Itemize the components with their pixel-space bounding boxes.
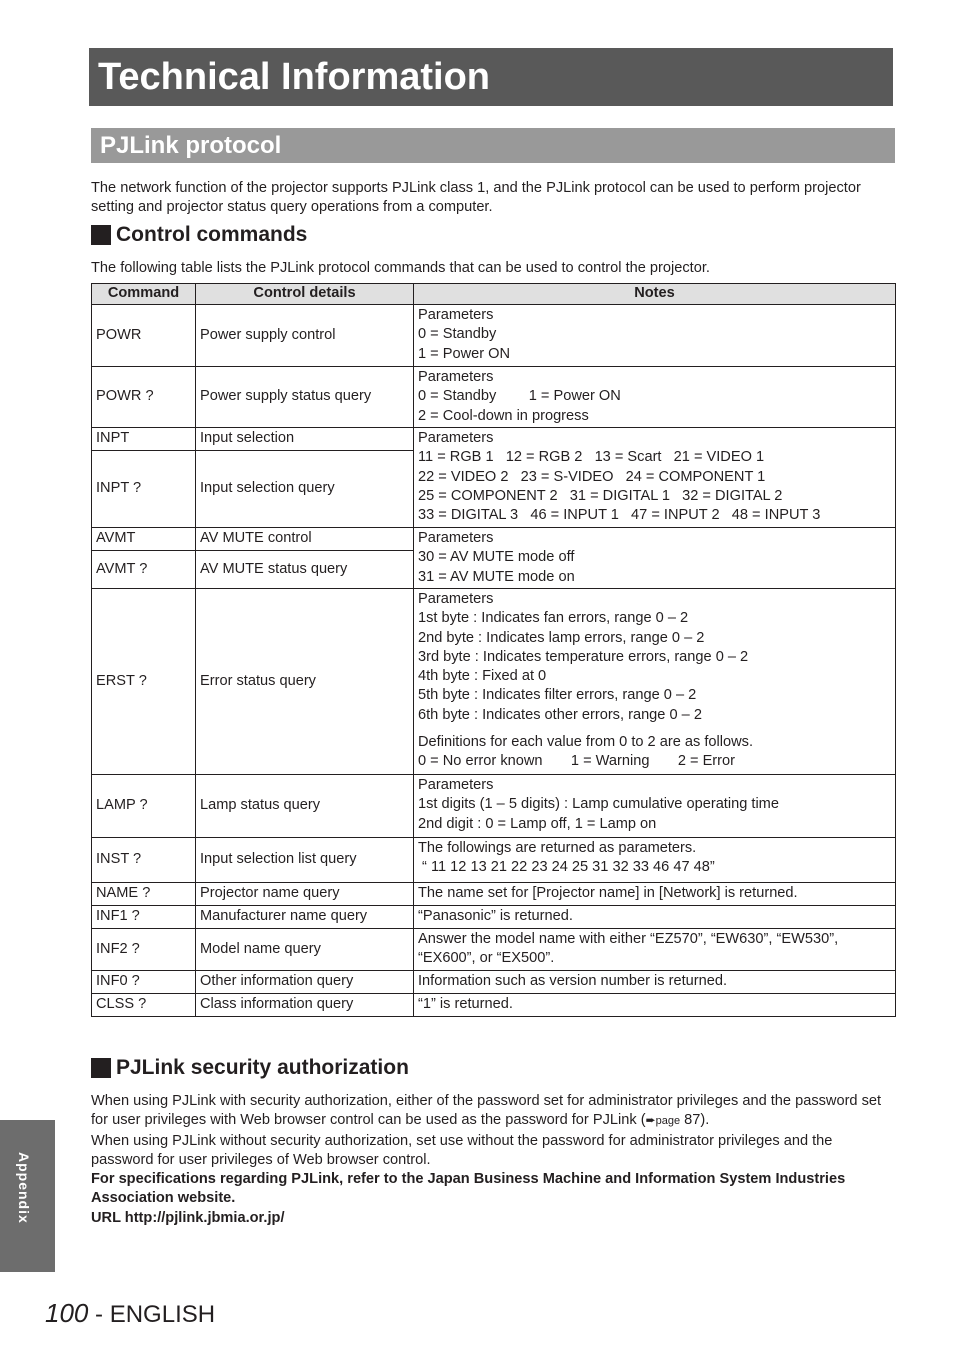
- notes-line: Parameters: [418, 591, 494, 607]
- command-cell: INF1 ?: [92, 906, 196, 929]
- table-row: [92, 929, 896, 971]
- control-details-cell: Power supply status query: [196, 367, 414, 428]
- control-details-cell: Model name query: [196, 929, 414, 971]
- column-header-control-details: Control details: [196, 284, 414, 305]
- command-cell: INF2 ?: [92, 929, 196, 971]
- notes-line: Answer the model name with either “EZ570”, “EW630”, “EW530”,: [418, 931, 839, 947]
- control-details-cell: AV MUTE control: [196, 528, 414, 551]
- security-paragraph-1: [91, 1092, 887, 1132]
- notes-line: 1 = Power ON: [418, 345, 511, 362]
- notes-line: 0 = No error known 1 = Warning 2 = Error: [418, 753, 736, 770]
- page-number: 100: [45, 1298, 89, 1328]
- control-details-cell: Other information query: [196, 971, 414, 994]
- control-details-cell: Manufacturer name query: [196, 906, 414, 929]
- pjlink-url: URL http://pjlink.jbmia.or.jp/: [91, 1209, 285, 1226]
- notes-line: 0 = Standby: [418, 326, 497, 343]
- notes-cell: [414, 589, 896, 775]
- notes-line: 0 = Standby 1 = Power ON: [418, 388, 621, 405]
- control-lead: [91, 259, 891, 278]
- notes-line: Definitions for each value from 0 to 2 are as follows.: [418, 734, 754, 751]
- notes-cell: [414, 971, 896, 994]
- table-row: [92, 775, 896, 838]
- command-cell: NAME ?: [92, 883, 196, 906]
- column-header-notes: Notes: [414, 284, 896, 305]
- section-title-bar: [91, 128, 895, 163]
- notes-cell: [414, 994, 896, 1017]
- notes-line: “ 11 12 13 21 22 23 24 25 31 32 33 46 47 48”: [418, 859, 715, 876]
- notes-line: “1” is returned.: [418, 996, 513, 1012]
- control-details-cell: Lamp status query: [196, 775, 414, 838]
- notes-cell: [414, 428, 896, 528]
- notes-cell: [414, 883, 896, 906]
- table-row: [92, 838, 896, 883]
- notes-cell: [414, 528, 896, 589]
- appendix-side-tab: [0, 1120, 55, 1272]
- security-paragraphs: [91, 1092, 887, 1228]
- notes-line: “EX600”, or “EX500”.: [418, 950, 555, 967]
- notes-line: The name set for [Projector name] in [Network] is returned.: [418, 885, 798, 901]
- command-cell: LAMP ?: [92, 775, 196, 838]
- table-row: [92, 428, 896, 451]
- notes-line: Parameters: [418, 307, 494, 323]
- security-p1-text-a: When using PJLink with security authorization, either of the password set for administrator privileges and the password set for user privileges with Web browser control can be used as the password for PJLink (: [91, 1093, 882, 1129]
- page-reference-label: page: [655, 1115, 681, 1128]
- control-details-cell: Projector name query: [196, 883, 414, 906]
- square-bullet-icon: [91, 225, 111, 245]
- notes-line: Parameters: [418, 430, 494, 446]
- control-lead-text: The following table lists the PJLink protocol commands that can be used to control the projector.: [91, 260, 710, 276]
- notes-line: 31 = AV MUTE mode on: [418, 568, 575, 585]
- command-cell: INPT: [92, 428, 196, 451]
- notes-gap: [418, 725, 891, 733]
- table-row: [92, 971, 896, 994]
- security-paragraph-2: When using PJLink without security authorization, set use without the password for administrator privileges and the password for user privileges of Web browser control.: [91, 1132, 833, 1168]
- table-row: [92, 994, 896, 1017]
- table-row: [92, 305, 896, 367]
- page-title-bar: [89, 48, 893, 106]
- page-title: Technical Information: [98, 56, 491, 98]
- control-details-cell: Input selection: [196, 428, 414, 451]
- square-bullet-icon: [91, 1058, 111, 1078]
- notes-cell: [414, 775, 896, 838]
- control-details-cell: Input selection query: [196, 451, 414, 528]
- command-cell: POWR ?: [92, 367, 196, 428]
- security-heading: [91, 1056, 409, 1080]
- notes-cell: [414, 305, 896, 367]
- column-header-command: Command: [92, 284, 196, 305]
- command-cell: INF0 ?: [92, 971, 196, 994]
- notes-line: Information such as version number is returned.: [418, 973, 728, 989]
- intro-text: The network function of the projector supports PJLink class 1, and the PJLink protocol can be used to perform projector setting and projector status query operations from a computer.: [91, 180, 861, 216]
- notes-line: 3rd byte : Indicates temperature errors, range 0 – 2: [418, 648, 749, 665]
- notes-line: 30 = AV MUTE mode off: [418, 549, 575, 566]
- intro-paragraph: [91, 179, 891, 218]
- notes-cell: [414, 838, 896, 883]
- command-cell: ERST ?: [92, 589, 196, 775]
- footer-language: ENGLISH: [109, 1301, 216, 1328]
- command-cell: POWR: [92, 305, 196, 367]
- notes-line: 33 = DIGITAL 3 46 = INPUT 1 47 = INPUT 2 48 = INPUT 3: [418, 507, 821, 524]
- notes-line: 6th byte : Indicates other errors, range 0 – 2: [418, 706, 702, 723]
- page-reference-arrow-icon: ➨: [645, 1113, 656, 1128]
- notes-line: 4th byte : Fixed at 0: [418, 668, 547, 685]
- command-table-body: [92, 305, 896, 1017]
- page-footer: [45, 1298, 215, 1329]
- notes-line: 25 = COMPONENT 2 31 = DIGITAL 1 32 = DIGITAL 2: [418, 487, 783, 504]
- command-cell: AVMT: [92, 528, 196, 551]
- table-row: [92, 367, 896, 428]
- security-paragraph-3: For specifications regarding PJLink, refer to the Japan Business Machine and Information System Industries Association website.: [91, 1171, 846, 1207]
- control-commands-heading: [91, 223, 307, 247]
- notes-line: Parameters: [418, 530, 494, 546]
- notes-cell: [414, 367, 896, 428]
- footer-separator: -: [88, 1301, 110, 1328]
- command-cell: INPT ?: [92, 451, 196, 528]
- table-row: [92, 883, 896, 906]
- control-details-cell: Error status query: [196, 589, 414, 775]
- command-cell: AVMT ?: [92, 551, 196, 589]
- notes-cell: [414, 906, 896, 929]
- notes-line: 1st digits (1 – 5 digits) : Lamp cumulative operating time: [418, 796, 779, 813]
- control-details-cell: AV MUTE status query: [196, 551, 414, 589]
- command-cell: INST ?: [92, 838, 196, 883]
- notes-line: Parameters: [418, 369, 494, 385]
- notes-line: 2 = Cool-down in progress: [418, 407, 589, 424]
- notes-line: 1st byte : Indicates fan errors, range 0 – 2: [418, 610, 689, 627]
- notes-line: Parameters: [418, 777, 494, 793]
- table-header-row: [92, 284, 896, 305]
- security-p1-text-b: 87).: [680, 1112, 710, 1129]
- security-heading-text: PJLink security authorization: [116, 1056, 409, 1079]
- notes-line: 5th byte : Indicates filter errors, range 0 – 2: [418, 687, 697, 704]
- notes-line: 11 = RGB 1 12 = RGB 2 13 = Scart 21 = VIDEO 1: [418, 449, 765, 466]
- notes-line: 22 = VIDEO 2 23 = S-VIDEO 24 = COMPONENT 1: [418, 468, 766, 485]
- table-row: [92, 528, 896, 551]
- notes-line: The followings are returned as parameters.: [418, 840, 697, 856]
- notes-line: 2nd byte : Indicates lamp errors, range 0 – 2: [418, 629, 705, 646]
- table-row: [92, 906, 896, 929]
- control-commands-heading-text: Control commands: [116, 223, 308, 246]
- command-table: [91, 283, 896, 1017]
- section-title: PJLink protocol: [100, 132, 282, 159]
- control-details-cell: Input selection list query: [196, 838, 414, 883]
- control-details-cell: Power supply control: [196, 305, 414, 367]
- appendix-side-tab-label: Appendix: [16, 1152, 32, 1224]
- table-row: [92, 589, 896, 775]
- control-details-cell: Class information query: [196, 994, 414, 1017]
- notes-line: “Panasonic” is returned.: [418, 908, 573, 924]
- notes-line: 2nd digit : 0 = Lamp off, 1 = Lamp on: [418, 815, 657, 832]
- notes-cell: [414, 929, 896, 971]
- command-cell: CLSS ?: [92, 994, 196, 1017]
